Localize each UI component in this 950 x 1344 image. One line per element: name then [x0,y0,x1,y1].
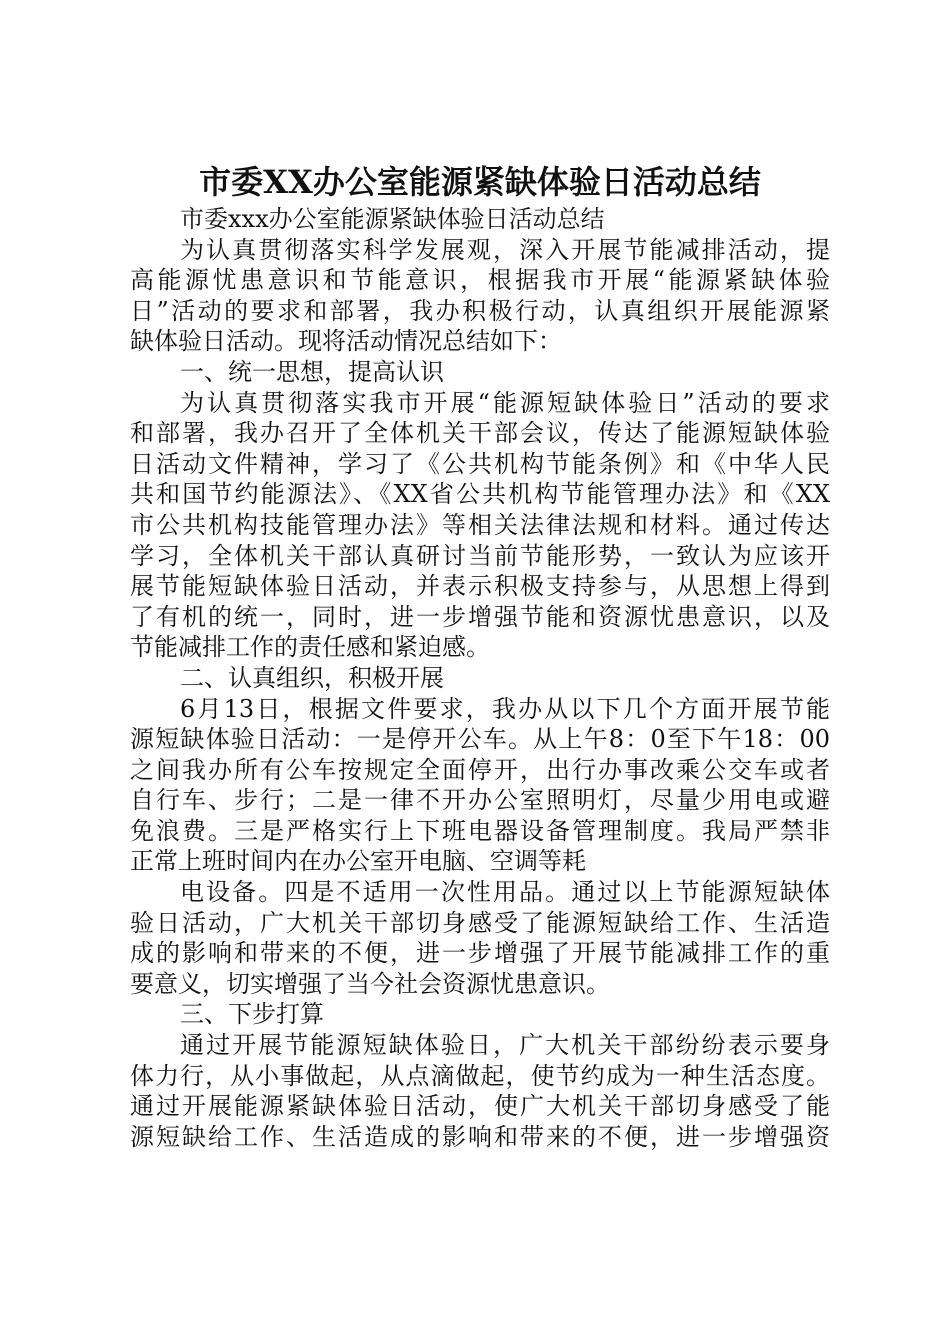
body-line: 电设备。四是不适用一次性用品。通过以上节能源短缺体 [180,878,830,907]
body-line: 和部署，我办召开了全体机关干部会议，传达了能源短缺体验 [130,419,830,448]
section-heading: 一、统一思想，提高认识 [180,357,444,386]
body-line: 源短缺体验日活动：一是停开公车。从上午8：0至下午18：00 [130,725,830,754]
body-line: 之间我办所有公车按规定全面停开，出行办事改乘公交车或者 [130,755,830,784]
section-heading: 三、下步打算 [180,1000,324,1029]
body-line: 高能源忧患意识和节能意识，根据我市开展“能源紧缺体验 [130,266,830,295]
body-line: 日”活动的要求和部署，我办积极行动，认真组织开展能源紧 [130,296,830,325]
body-line: 市公共机构技能管理办法》等相关法律法规和材料。通过传达 [130,510,830,539]
body-line: 免浪费。三是严格实行上下班电器设备管理制度。我局严禁非 [130,816,830,845]
body-line: 为认真贯彻落实科学发展观，深入开展节能减排活动，提 [180,235,830,264]
body-line: 缺体验日活动。现将活动情况总结如下： [130,327,562,356]
body-line: 通过开展节能源短缺体验日，广大机关干部纷纷表示要身 [180,1031,830,1060]
body-line: 体力行，从小事做起，从点滴做起，使节约成为一种生活态度。 [130,1061,830,1090]
document-title: 市委XX办公室能源紧缺体验日活动总结 [199,163,761,201]
subtitle-line: 市委xxx办公室能源紧缺体验日活动总结 [180,205,605,233]
body-line: 正常上班时间内在办公室开电脑、空调等耗 [130,847,586,876]
body-line: 日活动文件精神，学习了《公共机构节能条例》和《中华人民 [130,449,830,478]
body-line: 源短缺给工作、生活造成的影响和带来的不便，进一步增强资 [130,1122,830,1151]
body-line: 验日活动，广大机关干部切身感受了能源短缺给工作、生活造 [130,908,830,937]
section-heading: 二、认真组织，积极开展 [180,663,444,692]
body-line: 成的影响和带来的不便，进一步增强了开展节能减排工作的重 [130,939,830,968]
body-line: 共和国节约能源法》、《XX省公共机构节能管理办法》和《XX [130,480,830,509]
body-line: 节能减排工作的责任感和紧迫感。 [130,633,490,662]
body-line: 要意义，切实增强了当今社会资源忧患意识。 [130,969,610,998]
body-line: 自行车、步行；二是一律不开办公室照明灯，尽量少用电或避 [130,786,830,815]
body-line: 了有机的统一，同时，进一步增强节能和资源忧患意识，以及 [130,602,830,631]
body-line: 6月13日，根据文件要求，我办从以下几个方面开展节能 [180,694,830,723]
body-line: 学习，全体机关干部认真研讨当前节能形势，一致认为应该开 [130,541,830,570]
body-line: 展节能短缺体验日活动，并表示积极支持参与，从思想上得到 [130,572,830,601]
body-line: 通过开展能源紧缺体验日活动，使广大机关干部切身感受了能 [130,1092,830,1121]
body-line: 为认真贯彻落实我市开展“能源短缺体验日”活动的要求 [180,388,830,417]
document-page [130,160,830,1152]
